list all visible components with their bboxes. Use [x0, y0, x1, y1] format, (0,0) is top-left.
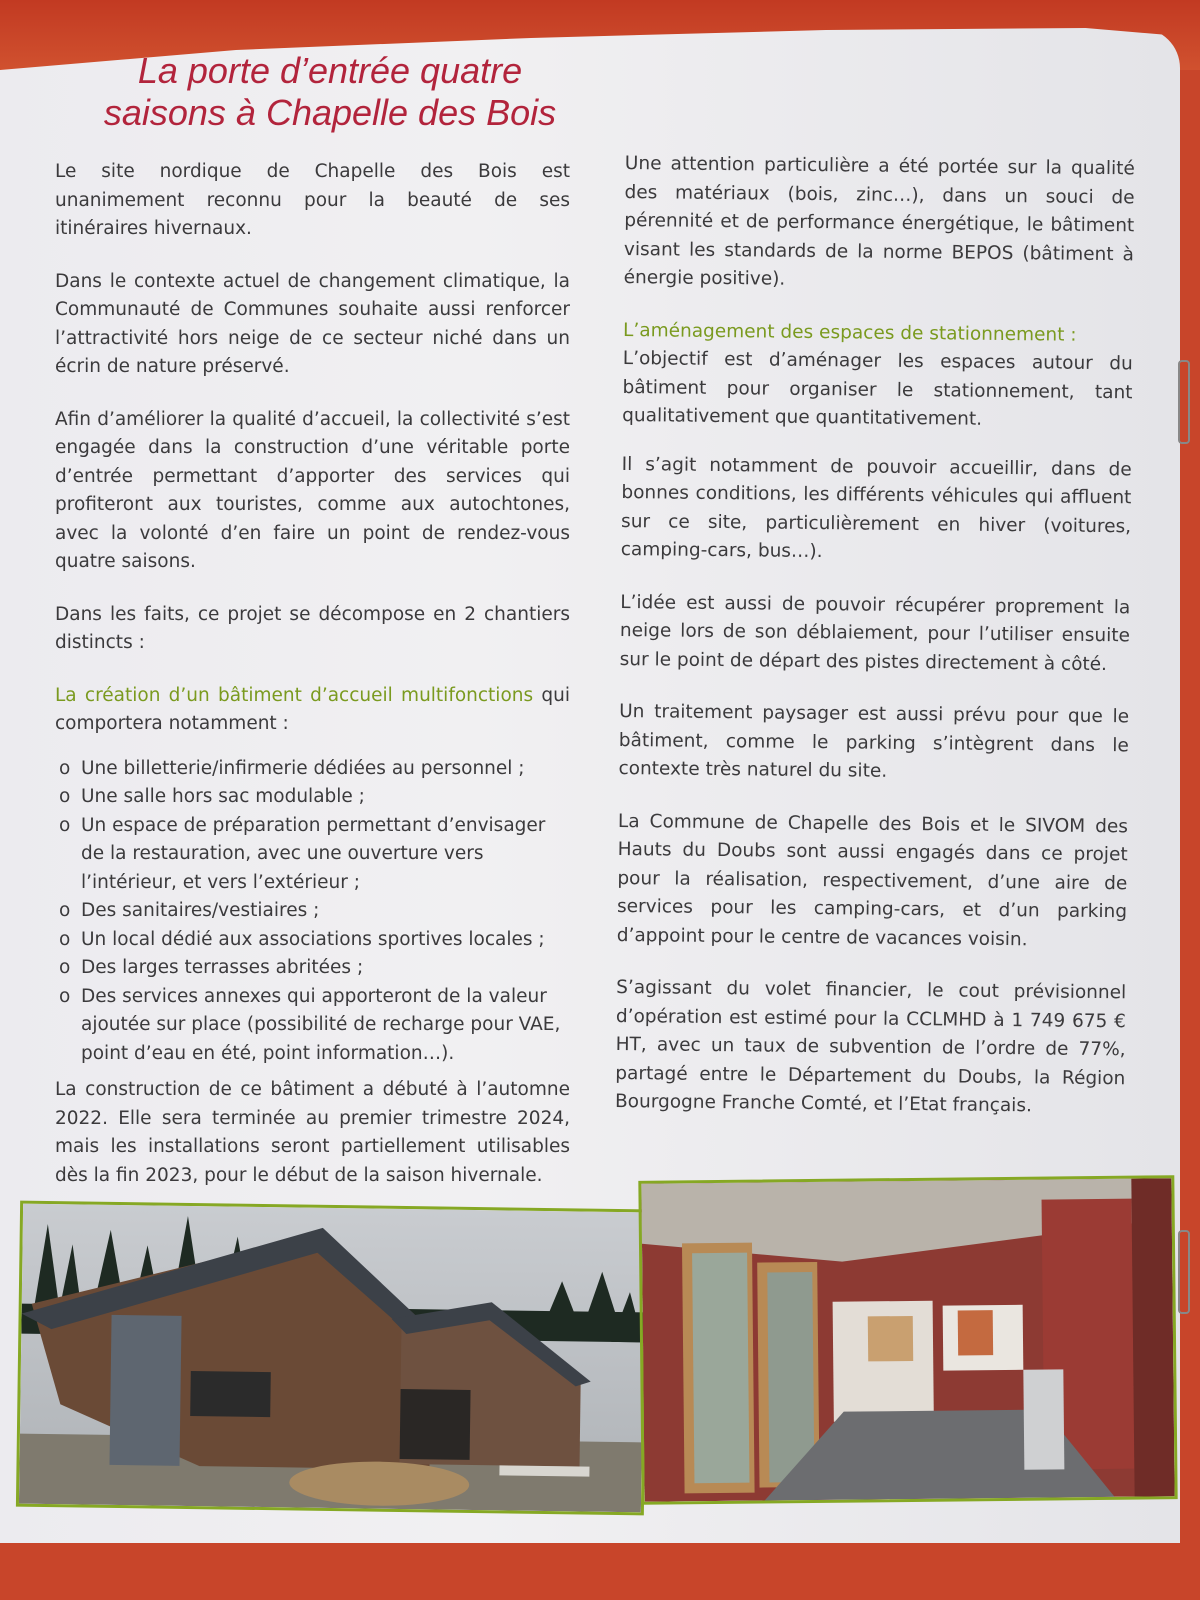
section-heading-parking: L’aménagement des espaces de stationnement : — [623, 319, 1077, 346]
paragraph: Dans le contexte actuel de changement climatique, la Communauté de Communes souhaite aussi renforcer l’attractivité hors neige de ce secteur niché dans un écrin de nature préservé. — [55, 270, 570, 377]
services-list — [55, 755, 570, 1069]
bullet-marker: o — [59, 900, 71, 921]
paragraph: La construction de ce bâtiment a débuté à l’automne 2022. Elle sera terminée au premier trimestre 2024, mais les installations seront partiellement utilisables dès la fin 2023, pour le début de la saison hivernale. — [55, 1079, 570, 1186]
bullet-marker: o — [59, 786, 71, 807]
page-title — [70, 50, 590, 134]
list-item — [55, 983, 570, 1069]
bullet-marker: o — [59, 814, 71, 836]
paragraph: S’agissant du volet financier, le cout prévisionnel d’opération est estimé pour la CCLMHD à 1 749 675 € HT, avec un taux de subvention de l’ordre de 77%, partagé entre le Département du Doubs, la Région Bourgogne Franche Comté, et l’Etat français. — [614, 976, 1127, 1117]
paragraph — [55, 682, 570, 739]
binder-clip — [1178, 1230, 1190, 1314]
list-item — [55, 812, 570, 898]
list-item-text: Un local dédié aux associations sportives locales ; — [81, 928, 545, 950]
paragraph: Afin d’améliorer la qualité d’accueil, la collectivité s’est engagée dans la construction d’une véritable porte d’entrée permettant d’apporter des services qui profiteront aux touristes, comme aux autochtones, avec la volonté d’en faire un point de rendez-vous quatre saisons. — [55, 408, 570, 572]
list-item — [55, 783, 570, 812]
paragraph: Il s’agit notamment de pouvoir accueillir, dans de bonnes conditions, les différents véhicules qui affluent sur ce site, particulièrement en hiver (voitures, camping-cars, bus…). — [620, 453, 1132, 563]
building-interior-photo — [638, 1175, 1177, 1505]
bullet-marker: o — [59, 928, 71, 950]
list-item — [55, 954, 570, 983]
list-item — [55, 897, 570, 926]
paragraph: L’idée est aussi de pouvoir récupérer proprement la neige lors de son déblaiement, pour l’utiliser ensuite sur le point de départ des pistes directement à côté. — [619, 591, 1131, 675]
paragraph-text: L’objectif est d’aménager les espaces autour du bâtiment pour organiser le stationnement, tant qualitativement que quantitativement. — [622, 347, 1133, 430]
building-exterior-photo — [16, 1201, 648, 1516]
paragraph: Une attention particulière a été portée sur la qualité des matériaux (bois, zinc…), dans un souci de pérennité et de performance énergétique, le bâtiment visant les standards de la norme BEPOS (bâtiment à énergie positive). — [623, 152, 1135, 290]
paragraph: Le site nordique de Chapelle des Bois est unanimement reconnu pour la beauté de ses itinéraires hivernaux. — [55, 161, 570, 239]
list-item-text: Une salle hors sac modulable ; — [81, 786, 365, 807]
paragraph: La Commune de Chapelle des Bois et le SIVOM des Hauts du Doubs sont aussi engagés dans ce projet pour la réalisation, respectivement, d’une aire de services pour les camping-cars, et d’un parking d’appoint pour le centre de vacances voisin. — [616, 810, 1129, 950]
bullet-marker: o — [59, 757, 71, 779]
paragraph — [622, 316, 1133, 435]
paragraph: Dans les faits, ce projet se décompose en 2 chantiers distincts : — [55, 603, 570, 653]
bullet-marker: o — [59, 957, 71, 978]
list-item-text: Des larges terrasses abritées ; — [81, 957, 364, 978]
list-item-text: Un espace de préparation permettant d’envisager de la restauration, avec une ouverture vers l’intérieur, et vers l’extérieur ; — [81, 814, 546, 893]
list-item — [55, 926, 570, 955]
right-column — [615, 150, 1135, 1146]
list-item — [55, 755, 570, 784]
binder-clip — [1178, 360, 1190, 444]
paragraph: Un traitement paysager est aussi prévu pour que le bâtiment, comme le parking s’intègrent dans le contexte très naturel du site. — [618, 700, 1130, 782]
bullet-marker: o — [59, 985, 71, 1007]
list-item-text: Une billetterie/infirmerie dédiées au personnel ; — [81, 757, 525, 779]
list-item-text: Des sanitaires/vestiaires ; — [81, 900, 320, 921]
title-line-2: saisons à Chapelle des Bois — [103, 92, 557, 133]
paragraph-text: qui comportera notamment : — [55, 684, 570, 734]
section-heading-building: La création d’un bâtiment d’accueil multifonctions — [55, 684, 534, 706]
left-column — [55, 158, 570, 1214]
list-item-text: Des services annexes qui apporteront de la valeur ajoutée sur place (possibilité de recharge pour VAE, point d’eau en été, point information…). — [81, 985, 561, 1064]
title-line-1: La porte d’entrée quatre — [137, 50, 523, 91]
